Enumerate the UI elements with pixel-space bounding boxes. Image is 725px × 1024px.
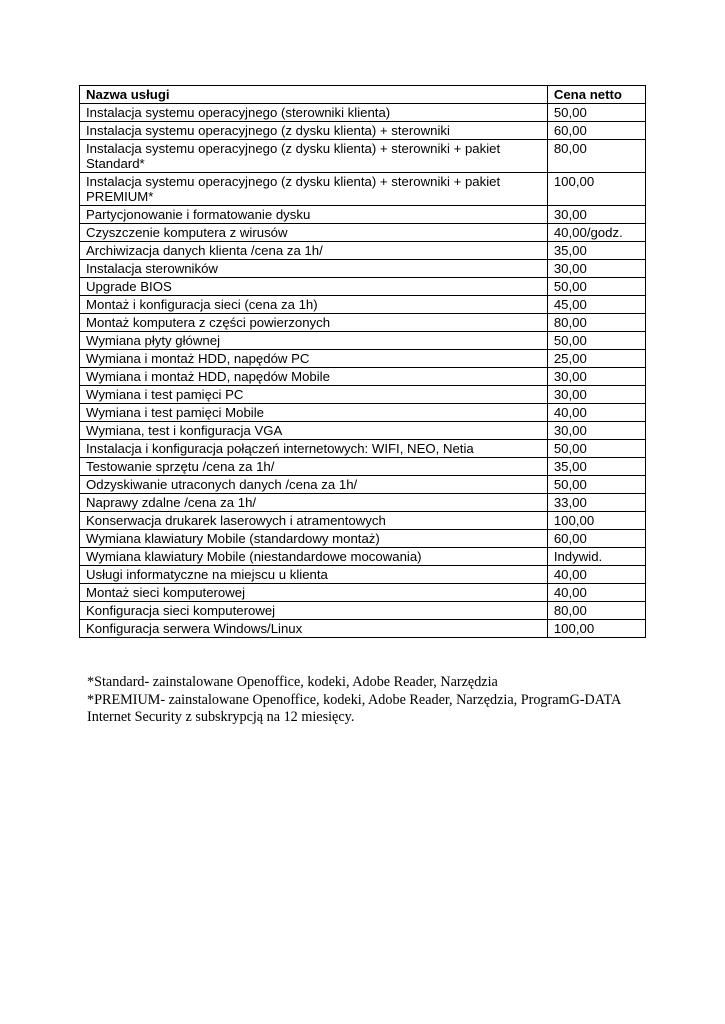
- price-cell: 30,00: [547, 368, 645, 386]
- table-row: [80, 602, 646, 620]
- service-name-cell: Testowanie sprzętu /cena za 1h/: [80, 458, 548, 476]
- service-name-cell: Upgrade BIOS: [80, 278, 548, 296]
- service-name-cell: Wymiana i montaż HDD, napędów PC: [80, 350, 548, 368]
- price-cell: 35,00: [547, 242, 645, 260]
- table-row: [80, 314, 646, 332]
- service-name-cell: Instalacja systemu operacyjnego (sterowniki klienta): [80, 104, 548, 122]
- price-cell: 100,00: [547, 173, 645, 206]
- header-net-price: Cena netto: [547, 86, 645, 104]
- service-name-cell: Montaż sieci komputerowej: [80, 584, 548, 602]
- table-row: [80, 350, 646, 368]
- price-cell: 50,00: [547, 476, 645, 494]
- header-service-name: Nazwa usługi: [80, 86, 548, 104]
- price-cell: Indywid.: [547, 548, 645, 566]
- table-header-row: [80, 86, 646, 104]
- service-name-cell: Wymiana i test pamięci Mobile: [80, 404, 548, 422]
- footnotes: [87, 674, 627, 727]
- table-row: [80, 173, 646, 206]
- table-row: [80, 584, 646, 602]
- service-name-cell: Konfiguracja sieci komputerowej: [80, 602, 548, 620]
- table-row: [80, 386, 646, 404]
- service-name-cell: Konfiguracja serwera Windows/Linux: [80, 620, 548, 638]
- table-row: [80, 296, 646, 314]
- price-cell: 40,00: [547, 566, 645, 584]
- service-name-cell: Wymiana i test pamięci PC: [80, 386, 548, 404]
- table-row: [80, 512, 646, 530]
- price-cell: 80,00: [547, 602, 645, 620]
- table-row: [80, 140, 646, 173]
- price-cell: 40,00: [547, 404, 645, 422]
- price-cell: 30,00: [547, 260, 645, 278]
- service-name-cell: Konserwacja drukarek laserowych i atramentowych: [80, 512, 548, 530]
- service-name-cell: Instalacja systemu operacyjnego (z dysku klienta) + sterowniki + pakiet PREMIUM*: [80, 173, 548, 206]
- table-row: [80, 368, 646, 386]
- table-row: [80, 494, 646, 512]
- price-cell: 25,00: [547, 350, 645, 368]
- table-row: [80, 224, 646, 242]
- table-row: [80, 548, 646, 566]
- table-row: [80, 458, 646, 476]
- price-cell: 40,00/godz.: [547, 224, 645, 242]
- table-row: [80, 620, 646, 638]
- table-row: [80, 122, 646, 140]
- service-name-cell: Partycjonowanie i formatowanie dysku: [80, 206, 548, 224]
- price-cell: 50,00: [547, 104, 645, 122]
- table-row: [80, 104, 646, 122]
- service-name-cell: Instalacja systemu operacyjnego (z dysku klienta) + sterowniki + pakiet Standard*: [80, 140, 548, 173]
- table-row: [80, 566, 646, 584]
- footnote-standard: *Standard- zainstalowane Openoffice, kodeki, Adobe Reader, Narzędzia: [87, 674, 498, 690]
- service-name-cell: Wymiana klawiatury Mobile (niestandardowe mocowania): [80, 548, 548, 566]
- service-name-cell: Wymiana klawiatury Mobile (standardowy montaż): [80, 530, 548, 548]
- table-row: [80, 206, 646, 224]
- service-name-cell: Usługi informatyczne na miejscu u klienta: [80, 566, 548, 584]
- service-name-cell: Wymiana płyty głównej: [80, 332, 548, 350]
- service-name-cell: Odzyskiwanie utraconych danych /cena za 1h/: [80, 476, 548, 494]
- price-cell: 30,00: [547, 422, 645, 440]
- price-cell: 60,00: [547, 530, 645, 548]
- footnote-premium: *PREMIUM- zainstalowane Openoffice, kodeki, Adobe Reader, Narzędzia, ProgramG-DATA Internet Security z subskrypcją na 12 miesięcy.: [87, 691, 621, 725]
- price-cell: 80,00: [547, 314, 645, 332]
- service-name-cell: Wymiana, test i konfiguracja VGA: [80, 422, 548, 440]
- table-row: [80, 332, 646, 350]
- price-cell: 60,00: [547, 122, 645, 140]
- service-name-cell: Czyszczenie komputera z wirusów: [80, 224, 548, 242]
- table-row: [80, 404, 646, 422]
- price-cell: 100,00: [547, 512, 645, 530]
- service-name-cell: Instalacja i konfiguracja połączeń internetowych: WIFI, NEO, Netia: [80, 440, 548, 458]
- price-cell: 50,00: [547, 440, 645, 458]
- table-row: [80, 260, 646, 278]
- table-row: [80, 530, 646, 548]
- service-name-cell: Wymiana i montaż HDD, napędów Mobile: [80, 368, 548, 386]
- price-cell: 50,00: [547, 332, 645, 350]
- table-row: [80, 278, 646, 296]
- price-cell: 45,00: [547, 296, 645, 314]
- price-cell: 33,00: [547, 494, 645, 512]
- service-name-cell: Instalacja sterowników: [80, 260, 548, 278]
- table-row: [80, 440, 646, 458]
- price-cell: 35,00: [547, 458, 645, 476]
- service-name-cell: Instalacja systemu operacyjnego (z dysku klienta) + sterowniki: [80, 122, 548, 140]
- table-row: [80, 242, 646, 260]
- service-name-cell: Montaż komputera z części powierzonych: [80, 314, 548, 332]
- price-cell: 50,00: [547, 278, 645, 296]
- price-table: [79, 85, 646, 638]
- service-name-cell: Naprawy zdalne /cena za 1h/: [80, 494, 548, 512]
- price-cell: 100,00: [547, 620, 645, 638]
- table-body: [80, 104, 646, 638]
- price-cell: 40,00: [547, 584, 645, 602]
- service-name-cell: Archiwizacja danych klienta /cena za 1h/: [80, 242, 548, 260]
- price-cell: 30,00: [547, 206, 645, 224]
- table-row: [80, 476, 646, 494]
- table-row: [80, 422, 646, 440]
- price-cell: 30,00: [547, 386, 645, 404]
- service-name-cell: Montaż i konfiguracja sieci (cena za 1h): [80, 296, 548, 314]
- price-cell: 80,00: [547, 140, 645, 173]
